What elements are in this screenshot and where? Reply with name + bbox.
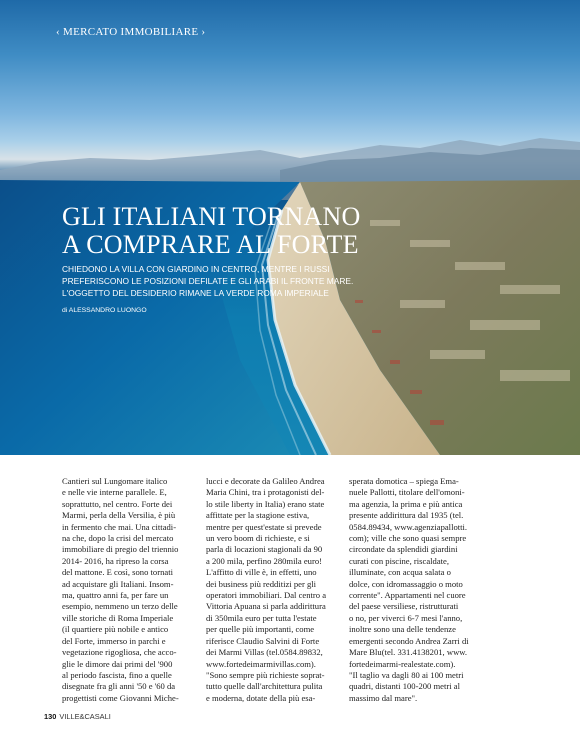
page-footer — [44, 712, 111, 721]
article-subtitle: CHIEDONO LA VILLA CON GIARDINO IN CENTRO, MENTRE I RUSSI PREFERISCONO LE POSIZIONI DEFILATE E GLI ARABI IL FRONTE MARE. L'OGGETTO DEL DESIDERIO RIMANE LA VERDE ROMA IMPERIALE — [62, 264, 354, 298]
article-title — [62, 203, 360, 259]
body-column-2: lucci e decorate da Galileo Andrea Maria Chini, tra i protagonisti del- lo stile liberty in Italia) erano state affittate per la stagione estiva, mentre per quest'estate si prevede un vero boom di richieste, e si parla di locazioni stagionali da 90 a 200 mila, perfino 280mila euro! L'affitto di ville è, in effetti, uno dei business più redditizi per gli operatori immobiliari. Dal centro a Vittoria Apuana si parla addirittura di 350mila euro per tutta l'estate per quelle più importanti, come riferisce Claudio Salvini di Forte dei Marmi Villas (tel.0584.89832, www.fortedeimarmivillas.com). "Sono sempre più richieste soprat- tutto quelle dall'architettura pulita e moderna, dotate della più esa- — [206, 476, 327, 703]
section-label: ‹ MERCATO IMMOBILIARE › — [56, 26, 206, 38]
magazine-name: VILLE&CASALI — [59, 712, 111, 721]
article-byline: di ALESSANDRO LUONGO — [62, 307, 147, 314]
article-title-line-2: A COMPRARE AL FORTE — [62, 230, 359, 259]
page-number: 130 — [44, 712, 57, 721]
article-title-line-1: GLI ITALIANI TORNANO — [62, 202, 361, 231]
body-column-3: sperata domotica – spiega Ema- nuele Pallotti, titolare dell'omoni- ma agenzia, la prima e più antica presente addirittura dal 1935 (tel. 0584.89434, www.agenziapallotti. com); ville che sono quasi sempre circondate da splendidi giardini curati con piscine, riscaldate, illuminate, con acqua salata o dolce, con idromassaggio o moto corrente". Appartamenti nel cuore del paese versiliese, ristrutturati o no, per viverci 6-7 mesi l'anno, inoltre sono una delle tendenze emergenti secondo Andrea Zarri di Mare Blu(tel. 331.4138201, www. fortedeimarmi-realestate.com). "Il taglio va dagli 80 ai 100 metri quadri, distanti 100-200 metri al massimo dal mare". — [349, 476, 469, 703]
body-column-1: Cantieri sul Lungomare italico e nelle vie interne parallele. E, soprattutto, nel centro. Forte dei Marmi, perla della Versilia, è più in fermento che mai. Una cittadi- na che, dopo la crisi del mercato immobiliare di pregio del triennio 2014- 2016, ha ripreso la corsa del mattone. E così, sono tornati ad acquistare gli Italiani. Insom- ma, quattro anni fa, per fare un esempio, nemmeno un terzo delle ville storiche di Roma Imperiale (il quartiere più nobile e antico del Forte, immerso in parchi e vegetazione rigogliosa, che acco- glie le dimore dai primi del '900 al periodo fascista, fino a quelle disegnate fra gli anni '50 e '60 da progettisti come Giovanni Miche- — [62, 476, 179, 703]
